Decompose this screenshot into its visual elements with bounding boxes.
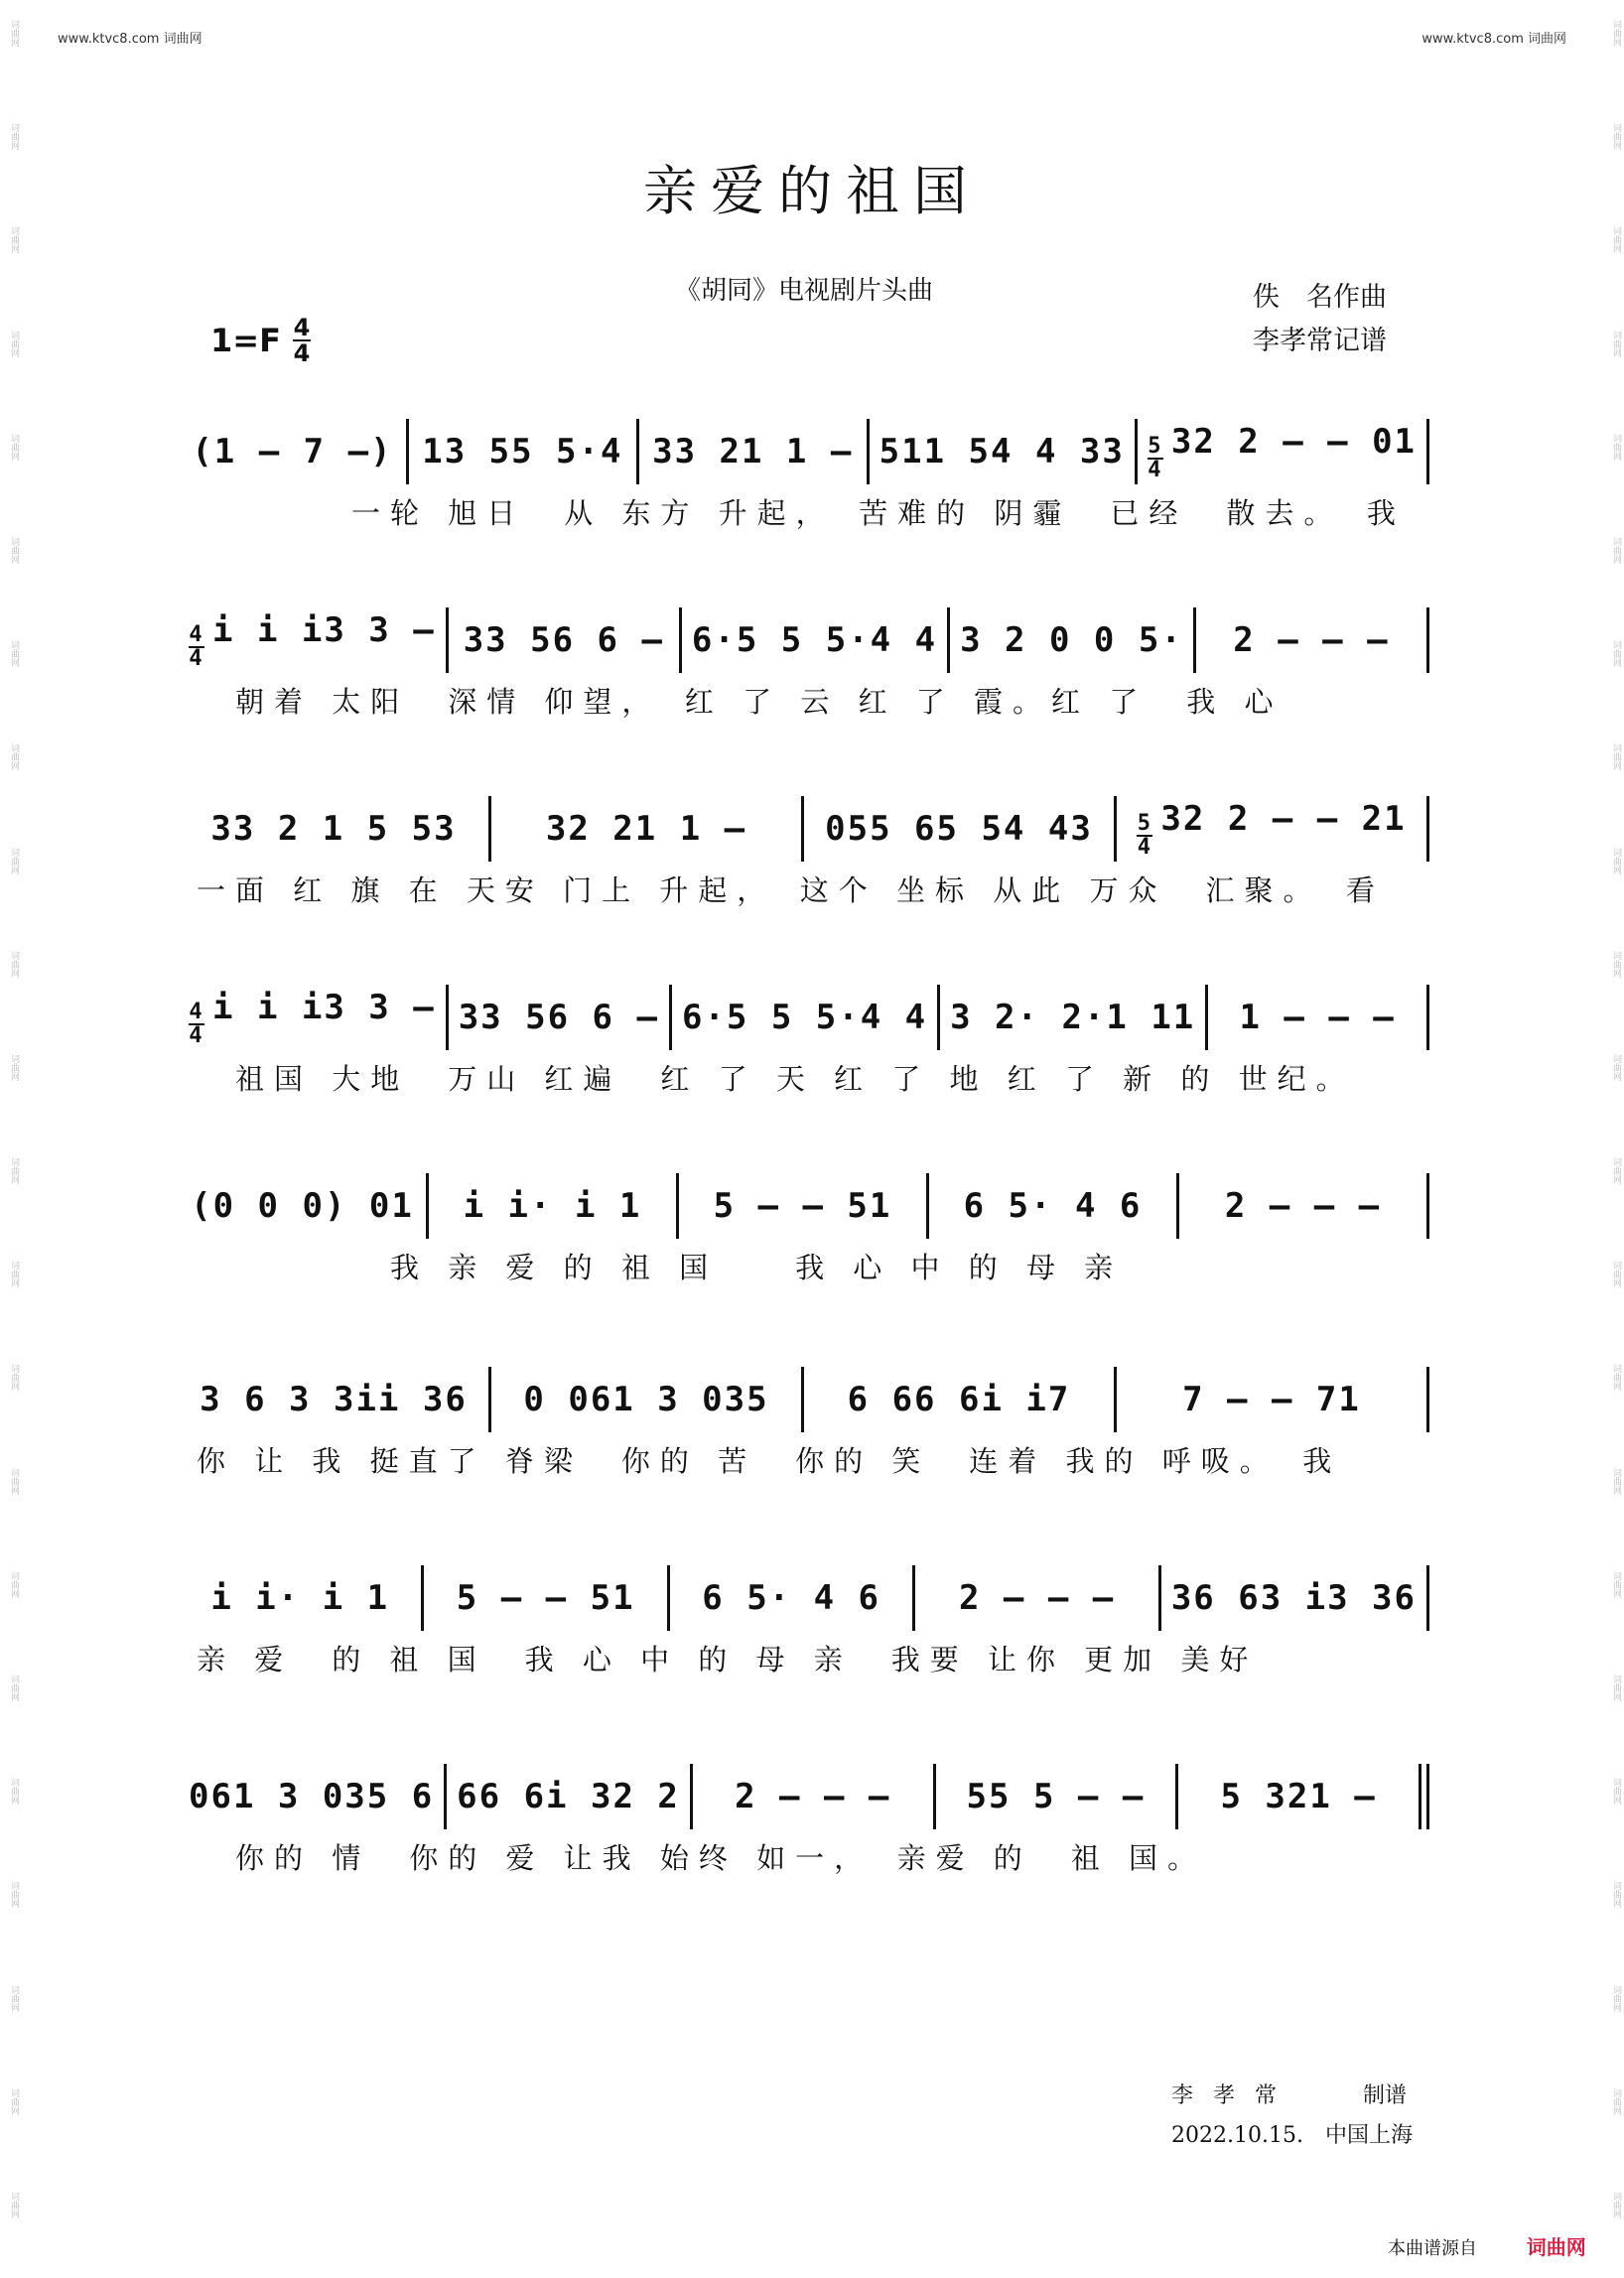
notes-row (189, 978, 1439, 1057)
score-system (189, 789, 1439, 920)
key-signature (210, 316, 311, 365)
bar-line (669, 985, 672, 1050)
bar-line (926, 1173, 929, 1239)
signature-name: 李孝常 (1171, 2083, 1297, 2108)
side-watermark-right (1606, 20, 1620, 2218)
measure (925, 1578, 1148, 1618)
measure (950, 998, 1195, 1037)
bar-line (801, 796, 804, 862)
measure-notes: i i· i 1 (463, 1186, 642, 1226)
measure (189, 432, 396, 471)
side-watermark-text: 词曲网 (1611, 743, 1621, 771)
notes-row (189, 789, 1439, 869)
time-change: $\frac{5}{4}$ (1137, 811, 1153, 860)
side-watermark-text: 词曲网 (9, 950, 19, 978)
bar-line (488, 1367, 491, 1432)
measure (1171, 1578, 1417, 1618)
side-watermark-text: 词曲网 (9, 1881, 19, 1909)
measure-notes: 55 5 – – (966, 1777, 1146, 1816)
lyrics-row: 祖国 大地 万山 红遍 红 了 天 红 了 地 红 了 新 的 世纪。 (197, 1062, 1355, 1096)
score-system (189, 1558, 1439, 1689)
measure (501, 1380, 791, 1419)
bar-line (912, 1565, 915, 1631)
measure-notes: 5 – – 51 (456, 1578, 635, 1618)
bar-line (1426, 1173, 1429, 1239)
side-watermark-text: 词曲网 (9, 1157, 19, 1185)
measure (814, 809, 1104, 849)
side-watermark-text: 词曲网 (1611, 847, 1621, 874)
signature-date-place: 2022.10.15. 中国上海 (1171, 2123, 1413, 2148)
lyrics-row: 你 让 我 挺直了 脊梁 你的 苦 你的 笑 连着 我的 呼吸。 我 (197, 1444, 1342, 1478)
score-system (189, 601, 1439, 732)
measure-notes: 33 56 6 – (463, 620, 664, 660)
measure (189, 1186, 416, 1226)
measure-notes: i i i3 3 – (212, 610, 436, 650)
side-watermark-text: 词曲网 (9, 1984, 19, 2012)
final-bar-line (1419, 1764, 1421, 1829)
measure-notes: 511 54 4 33 (879, 432, 1125, 471)
bar-line (1205, 985, 1208, 1050)
measure-notes: 2 – – – (735, 1777, 891, 1816)
bar-line (1175, 1764, 1178, 1829)
side-watermark-text: 词曲网 (1611, 1364, 1621, 1392)
measure (1188, 1777, 1409, 1816)
song-title: 亲爱的祖国 (643, 160, 981, 222)
side-watermark-text: 词曲网 (9, 123, 19, 151)
side-watermark-text: 词曲网 (1611, 536, 1621, 564)
measure (1148, 422, 1417, 481)
time-signature (293, 316, 311, 365)
lyrics-row: 一面 红 旗 在 天安 门上 升起， 这个 坐标 从此 万众 汇聚。 看 (197, 873, 1385, 907)
footer (1388, 2231, 1586, 2260)
bar-line (933, 1764, 936, 1829)
time-change: $\frac{5}{4}$ (1148, 434, 1163, 482)
notes-row (189, 601, 1439, 680)
side-watermark-text: 词曲网 (1611, 433, 1621, 461)
score-system (189, 1757, 1439, 1888)
side-watermark-text: 词曲网 (9, 847, 19, 874)
bar-line (446, 607, 449, 673)
key-label: 1=F (210, 322, 281, 359)
measure (1206, 620, 1417, 660)
side-watermark-text: 词曲网 (1611, 2087, 1621, 2115)
measure-notes: (0 0 0) 01 (191, 1186, 414, 1226)
notes-row (189, 1757, 1439, 1836)
measure-notes: 33 21 1 – (652, 432, 854, 471)
measure (946, 1777, 1166, 1816)
side-watermark-text: 词曲网 (9, 433, 19, 461)
measure (960, 620, 1183, 660)
side-watermark-text: 词曲网 (1611, 1570, 1621, 1598)
measure (814, 1380, 1104, 1419)
measure-notes: 33 2 1 5 53 (210, 809, 457, 849)
bar-line (446, 985, 449, 1050)
side-watermark-text: 词曲网 (9, 1261, 19, 1288)
signature (1171, 2077, 1413, 2156)
bar-line (947, 607, 950, 673)
measure (703, 1777, 923, 1816)
lyrics-row: 一轮 旭日 从 东方 升起， 苦难的 阴霾 已经 散去。 我 (197, 496, 1406, 530)
side-watermark-text: 词曲网 (9, 536, 19, 564)
bar-line (636, 419, 639, 484)
bar-line (444, 1764, 447, 1829)
signature-made: 制谱 (1363, 2083, 1408, 2108)
measure-notes: 6 5· 4 6 (702, 1578, 881, 1618)
composer-credit: 佚 名作曲 (1253, 282, 1387, 313)
notes-row (189, 1166, 1439, 1246)
measure-notes: 32 21 1 – (545, 809, 747, 849)
measure (1218, 998, 1417, 1037)
side-watermark-left (4, 20, 18, 2218)
side-watermark-text: 词曲网 (9, 226, 19, 254)
bar-line (801, 1367, 804, 1432)
bar-line (1135, 419, 1138, 484)
measure-notes: 7 – – 71 (1182, 1380, 1361, 1419)
side-watermark-text: 词曲网 (9, 2191, 19, 2218)
measure (439, 1186, 666, 1226)
measure-notes: 66 6i 32 2 (457, 1777, 680, 1816)
lyrics-row: 我 亲 爱 的 祖 国 我 心 中 的 母 亲 (197, 1251, 1124, 1284)
measure (692, 620, 937, 660)
measure-notes: 6 66 6i i7 (847, 1380, 1071, 1419)
measure (689, 1186, 916, 1226)
bar-line (1114, 796, 1117, 862)
measure (682, 998, 927, 1037)
side-watermark-text: 词曲网 (1611, 226, 1621, 254)
measure-notes: 2 – – – (958, 1578, 1116, 1618)
bar-line (1158, 1565, 1161, 1631)
bar-line (679, 607, 682, 673)
side-watermark-text: 词曲网 (1611, 330, 1621, 357)
side-watermark-text: 词曲网 (1611, 1467, 1621, 1495)
bar-line (1426, 1367, 1429, 1432)
measure (459, 620, 669, 660)
lyrics-row: 亲 爱 的 祖 国 我 心 中 的 母 亲 我要 让你 更加 美好 (197, 1643, 1259, 1676)
measure-notes: 061 3 035 6 (189, 1777, 435, 1816)
measure (1127, 799, 1417, 859)
time-change: $\frac{4}{4}$ (189, 622, 204, 671)
side-watermark-text: 词曲网 (1611, 1053, 1621, 1081)
side-watermark-text: 词曲网 (1611, 1261, 1621, 1288)
measure-notes: 055 65 54 43 (825, 809, 1093, 849)
measure-notes: 36 63 i3 36 (1170, 1578, 1417, 1618)
measure (189, 1578, 411, 1618)
bar-line (1426, 607, 1429, 673)
measure-notes: 2 – – – (1224, 1186, 1382, 1226)
measure-notes: 5 – – 51 (713, 1186, 892, 1226)
measure-notes: 32 2 – – 21 (1160, 799, 1407, 839)
measure (459, 998, 659, 1037)
side-watermark-text: 词曲网 (1611, 2191, 1621, 2218)
notes-row (189, 1558, 1439, 1638)
notes-row (189, 412, 1439, 491)
side-watermark-text: 词曲网 (1611, 123, 1621, 151)
bar-line (406, 419, 409, 484)
bar-line (1426, 1565, 1429, 1631)
notes-row (189, 1360, 1439, 1439)
time-denominator: 4 (293, 339, 311, 367)
measure (189, 809, 478, 849)
measure-notes: i i i3 3 – (212, 988, 436, 1027)
side-watermark-text: 词曲网 (9, 1778, 19, 1806)
measure (189, 1777, 434, 1816)
measure-notes: 1 – – – (1239, 998, 1396, 1037)
bar-line (1426, 796, 1429, 862)
side-watermark-text: 词曲网 (9, 2087, 19, 2115)
bar-line (667, 1565, 670, 1631)
score-system (189, 412, 1439, 543)
side-watermark-text: 词曲网 (1611, 1881, 1621, 1909)
measure (680, 1578, 902, 1618)
measure-notes: (1 – 7 –) (192, 432, 393, 471)
measure-notes: 6·5 5 5·4 4 (691, 620, 938, 660)
bar-line (1426, 985, 1429, 1050)
measure-notes: 13 55 5·4 (422, 432, 623, 471)
side-watermark-text: 词曲网 (1611, 1984, 1621, 2012)
measure-notes: 3 2 0 0 5· (960, 620, 1183, 660)
side-watermark-text: 词曲网 (9, 1467, 19, 1495)
transcriber-credit: 李孝常记谱 (1253, 326, 1387, 356)
bar-line (1176, 1173, 1179, 1239)
measure (189, 1380, 478, 1419)
site-label-right: www.ktvc8.com 词曲网 (1421, 32, 1566, 47)
site-label-left: www.ktvc8.com 词曲网 (58, 32, 203, 47)
score-system (189, 1166, 1439, 1297)
song-subtitle: 《胡同》电视剧片头曲 (675, 276, 934, 306)
measure (880, 432, 1125, 471)
measure (939, 1186, 1166, 1226)
measure (1127, 1380, 1417, 1419)
score-system (189, 978, 1439, 1109)
measure (434, 1578, 656, 1618)
bar-line (1114, 1367, 1117, 1432)
measure-notes: 33 56 6 – (458, 998, 659, 1037)
measure (189, 988, 436, 1047)
side-watermark-text: 词曲网 (1611, 640, 1621, 668)
measure (649, 432, 857, 471)
measure (501, 809, 791, 849)
measure-notes: 6 5· 4 6 (963, 1186, 1143, 1226)
measure-notes: i i· i 1 (210, 1578, 390, 1618)
bar-line (937, 985, 940, 1050)
measure-notes: 2 – – – (1233, 620, 1390, 660)
lyrics-row: 朝着 太阳 深情 仰望， 红 了 云 红 了 霞。红 了 我 心 (197, 685, 1284, 719)
time-change: $\frac{4}{4}$ (189, 1000, 204, 1048)
measure-notes: 6·5 5 5·4 4 (681, 998, 928, 1037)
footer-brand: 词曲网 (1526, 2235, 1586, 2259)
credits (1253, 276, 1387, 363)
side-watermark-text: 词曲网 (9, 1053, 19, 1081)
measure (457, 1777, 680, 1816)
side-watermark-text: 词曲网 (9, 20, 19, 47)
side-watermark-text: 词曲网 (1611, 20, 1621, 47)
bar-line (676, 1173, 679, 1239)
side-watermark-text: 词曲网 (1611, 1675, 1621, 1701)
score-system (189, 1360, 1439, 1491)
side-watermark-text: 词曲网 (9, 640, 19, 668)
side-watermark-text: 词曲网 (9, 1570, 19, 1598)
lyrics-row: 你的 情 你的 爱 让我 始终 如一， 亲爱 的 祖 国。 (197, 1841, 1207, 1875)
side-watermark-text: 词曲网 (9, 1675, 19, 1701)
side-watermark-text: 词曲网 (1611, 950, 1621, 978)
side-watermark-text: 词曲网 (9, 1364, 19, 1392)
measure-notes: 0 061 3 035 (523, 1380, 769, 1419)
measure-notes: 3 6 3 3ii 36 (200, 1380, 468, 1419)
side-watermark-text: 词曲网 (9, 743, 19, 771)
side-watermark-text: 词曲网 (1611, 1778, 1621, 1806)
bar-line (1426, 419, 1429, 484)
measure-notes: 32 2 – – 01 (1170, 422, 1418, 462)
measure-notes: 5 321 – (1220, 1777, 1377, 1816)
footer-source: 本曲谱源自 (1388, 2238, 1477, 2259)
side-watermark-text: 词曲网 (1611, 1157, 1621, 1185)
measure-notes: 3 2· 2·1 11 (950, 998, 1196, 1037)
bar-line (421, 1565, 424, 1631)
measure (1189, 1186, 1417, 1226)
side-watermark-text: 词曲网 (9, 330, 19, 357)
time-numerator: 4 (293, 314, 311, 341)
bar-line (488, 796, 491, 862)
bar-line (690, 1764, 693, 1829)
measure (419, 432, 626, 471)
bar-line (1193, 607, 1196, 673)
measure (189, 610, 436, 670)
bar-line (426, 1173, 429, 1239)
bar-line (867, 419, 870, 484)
